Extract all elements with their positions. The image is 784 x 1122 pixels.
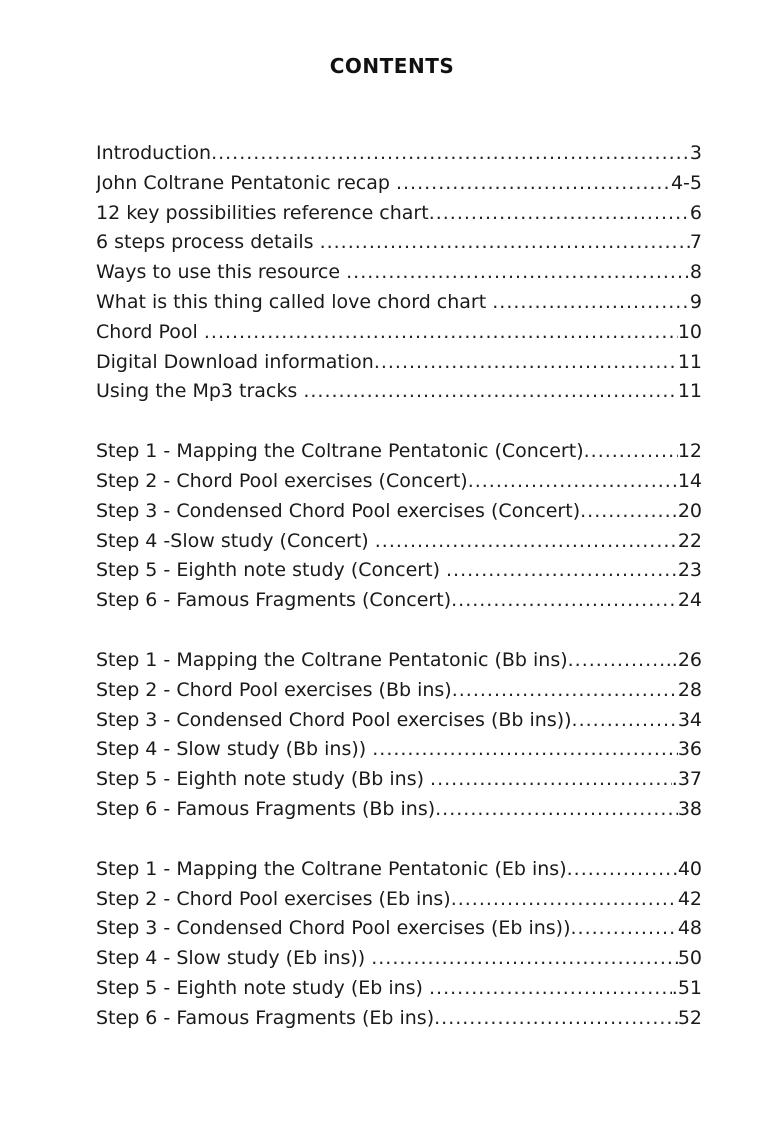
- toc-entry: [96, 735, 702, 765]
- toc-entry-page-number: 8: [689, 261, 702, 284]
- toc-section: [96, 646, 702, 825]
- toc-entry-title: Step 3 - Condensed Chord Pool exercises (Bb ins)): [96, 708, 572, 731]
- toc-entry: [96, 855, 702, 885]
- toc-entry: [96, 199, 702, 229]
- dot-leader: [371, 944, 678, 974]
- toc-entry-title: Step 3 - Condensed Chord Pool exercises (Eb ins)): [96, 917, 571, 940]
- dot-leader: [396, 169, 671, 199]
- page-title: CONTENTS: [329, 54, 455, 78]
- toc-entry: [96, 914, 702, 944]
- toc-entry: [96, 676, 702, 706]
- toc-entry: [96, 1004, 702, 1034]
- dot-leader: [375, 527, 678, 557]
- toc-entry: [96, 527, 702, 557]
- dot-leader: [568, 646, 666, 676]
- toc-entry: [96, 258, 702, 288]
- toc-entry-page-number: 52: [677, 1006, 702, 1029]
- toc-entry-page-number: 11: [677, 350, 702, 373]
- toc-entry-page-number: 50: [677, 947, 702, 970]
- toc-entry-page-number: 6: [689, 201, 702, 224]
- toc-entry-title: John Coltrane Pentatonic recap: [96, 171, 396, 194]
- dot-leader: [372, 735, 678, 765]
- dot-leader: [429, 199, 690, 229]
- toc-entry: [96, 318, 702, 348]
- toc-entry-title: Step 2 - Chord Pool exercises (Eb ins): [96, 887, 451, 910]
- toc-entry: [96, 497, 702, 527]
- toc-entry-title: Step 5 - Eighth note study (Concert): [96, 559, 447, 582]
- toc-entry: [96, 437, 702, 467]
- toc-entry: [96, 885, 702, 915]
- toc-entry-page-number: .51: [671, 976, 702, 999]
- toc-entry-page-number: ..26: [665, 648, 702, 671]
- toc-entry: [96, 974, 702, 1004]
- toc-entry-title: 6 steps process details: [96, 231, 320, 254]
- toc-entry-title: Step 6 - Famous Fragments (Concert): [96, 589, 452, 612]
- dot-leader: [584, 437, 678, 467]
- toc-entry-page-number: 20: [677, 499, 702, 522]
- toc-entry-title: Step 2 - Chord Pool exercises (Concert): [96, 469, 468, 492]
- toc-entry: [96, 139, 702, 169]
- toc-entry-title: Step 6 - Famous Fragments (Bb ins): [96, 797, 436, 820]
- toc-entry-page-number: 4-5: [670, 171, 702, 194]
- toc-entry-title: Step 3 - Condensed Chord Pool exercises (Concert): [96, 499, 581, 522]
- dot-leader: [446, 556, 678, 586]
- toc-entry-page-number: 40: [677, 857, 702, 880]
- toc-section: [96, 437, 702, 616]
- dot-leader: [572, 706, 678, 736]
- toc-entry-title: Step 1 - Mapping the Coltrane Pentatonic (Bb ins): [96, 648, 568, 671]
- toc-entry-title: Step 5 - Eighth note study (Bb ins): [96, 768, 431, 791]
- toc-entry-title: Step 4 - Slow study (Eb ins)): [96, 947, 372, 970]
- dot-leader: [567, 855, 678, 885]
- toc-entry-page-number: 10: [677, 320, 702, 343]
- toc-entry-page-number: .37: [671, 768, 702, 791]
- toc-entry: [96, 169, 702, 199]
- dot-leader: [429, 974, 672, 1004]
- toc-entry-page-number: 3: [689, 142, 702, 164]
- toc-entry-title: Step 5 - Eighth note study (Eb ins): [96, 976, 430, 999]
- toc-entry: [96, 556, 702, 586]
- toc-entry: [96, 765, 702, 795]
- toc-entry-title: Step 4 - Slow study (Bb ins)): [96, 738, 373, 761]
- dot-leader: [303, 377, 677, 407]
- toc-entry-page-number: 11: [677, 380, 702, 403]
- dot-leader: [204, 318, 678, 348]
- toc-section: [96, 855, 702, 1034]
- toc-entry-page-number: 23: [677, 559, 702, 582]
- toc-entry-page-number: 7: [689, 231, 702, 254]
- dot-leader: [374, 348, 678, 378]
- toc-entry: [96, 706, 702, 736]
- toc-entry-page-number: 9: [689, 290, 702, 313]
- toc-entry-title: Step 4 -Slow study (Concert): [96, 529, 375, 552]
- toc-entry-page-number: 42: [677, 887, 702, 910]
- toc-entry-page-number: 24: [677, 589, 702, 612]
- toc-entry-title: Chord Pool: [96, 320, 204, 343]
- toc-entry-title: Step 2 - Chord Pool exercises (Bb ins): [96, 678, 452, 701]
- dot-leader: [452, 676, 678, 706]
- toc-entry-page-number: 12: [677, 440, 702, 463]
- toc-entry-title: Introduction: [96, 142, 212, 164]
- dot-leader: [451, 885, 678, 915]
- toc-entry-title: Step 6 - Famous Fragments (Eb ins): [96, 1006, 435, 1029]
- toc-entry-title: Step 1 - Mapping the Coltrane Pentatonic (Eb ins): [96, 857, 567, 880]
- toc-entry: [96, 467, 702, 497]
- dot-leader: [211, 139, 690, 169]
- toc-entry-page-number: 28: [677, 678, 702, 701]
- dot-leader: [451, 586, 678, 616]
- toc-entry-page-number: 36: [677, 738, 702, 761]
- toc-entry-title: Digital Download information: [96, 350, 374, 373]
- dot-leader: [468, 467, 678, 497]
- dot-leader: [434, 1004, 678, 1034]
- toc-entry: [96, 348, 702, 378]
- dot-leader: [571, 914, 678, 944]
- toc-entry: [96, 646, 702, 676]
- toc-entry: [96, 586, 702, 616]
- toc-entry-page-number: 14: [677, 469, 702, 492]
- dot-leader: [492, 288, 690, 318]
- toc-entry-title: What is this thing called love chord chart: [96, 290, 493, 313]
- toc-entry-page-number: 48: [677, 917, 702, 940]
- toc-entry-title: Ways to use this resource: [96, 261, 347, 284]
- toc-entry-title: Step 1 - Mapping the Coltrane Pentatonic (Concert): [96, 440, 584, 463]
- dot-leader: [346, 258, 690, 288]
- table-of-contents: [96, 139, 702, 1064]
- toc-entry: [96, 377, 702, 407]
- toc-entry-page-number: 34: [677, 708, 702, 731]
- toc-entry: [96, 228, 702, 258]
- toc-entry-title: 12 key possibilities reference chart: [96, 201, 429, 224]
- toc-entry: [96, 944, 702, 974]
- dot-leader: [435, 795, 678, 825]
- toc-entry: [96, 795, 702, 825]
- toc-entry: [96, 288, 702, 318]
- dot-leader: [580, 497, 678, 527]
- toc-entry-page-number: 22: [677, 529, 702, 552]
- toc-entry-title: Using the Mp3 tracks: [96, 380, 304, 403]
- dot-leader: [320, 228, 690, 258]
- toc-entry-page-number: 38: [677, 797, 702, 820]
- toc-section: [96, 139, 702, 407]
- dot-leader: [430, 765, 672, 795]
